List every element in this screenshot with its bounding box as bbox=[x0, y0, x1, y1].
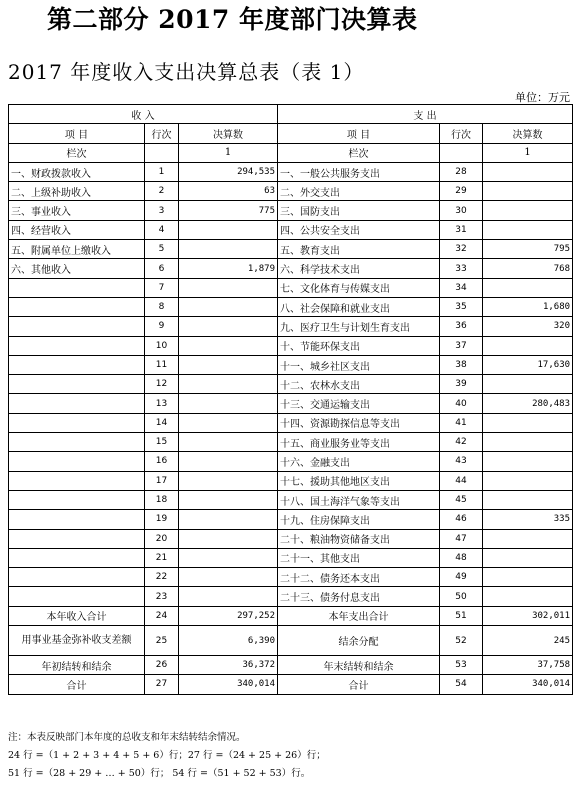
expense-item: 二、外交支出 bbox=[278, 182, 440, 201]
income-line: 17 bbox=[145, 471, 179, 490]
expense-amount bbox=[483, 490, 573, 509]
expense-item: 十七、援助其他地区支出 bbox=[278, 471, 440, 490]
expense-amount: 768 bbox=[483, 259, 573, 278]
table-row bbox=[9, 278, 573, 297]
table-row bbox=[9, 433, 573, 452]
income-line: 8 bbox=[145, 297, 179, 316]
expense-line: 31 bbox=[440, 220, 483, 239]
income-amount bbox=[179, 510, 278, 529]
income-line: 20 bbox=[145, 529, 179, 548]
income-item bbox=[9, 336, 145, 355]
expense-amount bbox=[483, 201, 573, 220]
expense-total-amount: 340,014 bbox=[483, 675, 573, 694]
income-item bbox=[9, 413, 145, 432]
expense-item: 二十、粮油物资储备支出 bbox=[278, 529, 440, 548]
income-item bbox=[9, 317, 145, 336]
expense-item: 十二、农林水支出 bbox=[278, 375, 440, 394]
income-line: 11 bbox=[145, 355, 179, 374]
income-amount: 775 bbox=[179, 201, 278, 220]
expense-item: 二十二、债务还本支出 bbox=[278, 568, 440, 587]
table-row bbox=[9, 568, 573, 587]
expense-total-line: 53 bbox=[440, 656, 483, 675]
group-header-row bbox=[9, 105, 573, 124]
income-amount bbox=[179, 317, 278, 336]
expense-total-item: 合计 bbox=[278, 675, 440, 694]
income-total-item: 本年收入合计 bbox=[9, 606, 145, 625]
expense-col-blank bbox=[440, 143, 483, 162]
expense-amount bbox=[483, 375, 573, 394]
expense-col-label: 栏次 bbox=[278, 143, 440, 162]
table-row bbox=[9, 317, 573, 336]
expense-item: 九、医疗卫生与计划生育支出 bbox=[278, 317, 440, 336]
table-row bbox=[9, 355, 573, 374]
income-col-label: 栏次 bbox=[9, 143, 145, 162]
expense-item: 二十一、其他支出 bbox=[278, 548, 440, 567]
expense-amount: 320 bbox=[483, 317, 573, 336]
income-line: 23 bbox=[145, 587, 179, 606]
income-line: 3 bbox=[145, 201, 179, 220]
table-row bbox=[9, 510, 573, 529]
income-line: 18 bbox=[145, 490, 179, 509]
income-line-header: 行次 bbox=[145, 124, 179, 143]
expense-line: 40 bbox=[440, 394, 483, 413]
expense-line: 44 bbox=[440, 471, 483, 490]
table-row bbox=[9, 529, 573, 548]
table-row bbox=[9, 413, 573, 432]
income-line: 22 bbox=[145, 568, 179, 587]
expense-item: 八、社会保障和就业支出 bbox=[278, 297, 440, 316]
expense-item: 十、节能环保支出 bbox=[278, 336, 440, 355]
income-amount bbox=[179, 548, 278, 567]
expense-item: 二十三、债务付息支出 bbox=[278, 587, 440, 606]
expense-item: 一、一般公共服务支出 bbox=[278, 162, 440, 181]
expense-line: 41 bbox=[440, 413, 483, 432]
expense-amount bbox=[483, 587, 573, 606]
expense-item: 三、国防支出 bbox=[278, 201, 440, 220]
income-amount bbox=[179, 433, 278, 452]
expense-line: 37 bbox=[440, 336, 483, 355]
expense-amount bbox=[483, 548, 573, 567]
expense-line: 42 bbox=[440, 433, 483, 452]
expense-line: 39 bbox=[440, 375, 483, 394]
income-line: 2 bbox=[145, 182, 179, 201]
expense-line: 49 bbox=[440, 568, 483, 587]
expense-line: 33 bbox=[440, 259, 483, 278]
expense-total-item: 本年支出合计 bbox=[278, 606, 440, 625]
expense-line-header: 行次 bbox=[440, 124, 483, 143]
expense-amount: 795 bbox=[483, 240, 573, 259]
income-line: 16 bbox=[145, 452, 179, 471]
income-amount: 1,879 bbox=[179, 259, 278, 278]
expense-amount bbox=[483, 433, 573, 452]
income-item: 三、事业收入 bbox=[9, 201, 145, 220]
income-amount bbox=[179, 490, 278, 509]
income-line: 21 bbox=[145, 548, 179, 567]
expense-total-item: 年末结转和结余 bbox=[278, 656, 440, 675]
table-row bbox=[9, 240, 573, 259]
income-line: 9 bbox=[145, 317, 179, 336]
income-amount bbox=[179, 568, 278, 587]
expense-amount bbox=[483, 568, 573, 587]
income-total-item: 用事业基金弥补收支差额 bbox=[9, 626, 145, 656]
total-row bbox=[9, 626, 573, 656]
income-amount bbox=[179, 394, 278, 413]
expense-line: 47 bbox=[440, 529, 483, 548]
income-line: 14 bbox=[145, 413, 179, 432]
income-expense-table bbox=[8, 104, 573, 695]
income-amount bbox=[179, 278, 278, 297]
expense-amount: 280,483 bbox=[483, 394, 573, 413]
income-line: 12 bbox=[145, 375, 179, 394]
expense-line: 48 bbox=[440, 548, 483, 567]
income-col-blank bbox=[145, 143, 179, 162]
expense-item: 十一、城乡社区支出 bbox=[278, 355, 440, 374]
income-line: 15 bbox=[145, 433, 179, 452]
total-row bbox=[9, 606, 573, 625]
expense-line: 45 bbox=[440, 490, 483, 509]
income-total-amount: 6,390 bbox=[179, 626, 278, 656]
income-line: 7 bbox=[145, 278, 179, 297]
total-row bbox=[9, 675, 573, 694]
table-row bbox=[9, 394, 573, 413]
income-line: 5 bbox=[145, 240, 179, 259]
income-item: 二、上级补助收入 bbox=[9, 182, 145, 201]
note-line-2: 24 行 =（1 + 2 + 3 + 4 + 5 + 6）行；27 行 =（24 + 25 + 26）行； bbox=[8, 750, 326, 761]
expense-amount bbox=[483, 278, 573, 297]
expense-total-line: 54 bbox=[440, 675, 483, 694]
expense-amount bbox=[483, 220, 573, 239]
income-amount bbox=[179, 336, 278, 355]
income-item bbox=[9, 375, 145, 394]
expense-total-amount: 245 bbox=[483, 626, 573, 656]
income-item bbox=[9, 490, 145, 509]
table-row bbox=[9, 490, 573, 509]
income-amount bbox=[179, 375, 278, 394]
income-total-line: 25 bbox=[145, 626, 179, 656]
income-item bbox=[9, 433, 145, 452]
expense-item: 五、教育支出 bbox=[278, 240, 440, 259]
income-amount bbox=[179, 471, 278, 490]
income-amount bbox=[179, 452, 278, 471]
income-total-line: 26 bbox=[145, 656, 179, 675]
expense-line: 50 bbox=[440, 587, 483, 606]
expense-total-line: 52 bbox=[440, 626, 483, 656]
table-row bbox=[9, 297, 573, 316]
note-line-3: 51 行 =（28 + 29 + … + 50）行； 54 行 =（51 + 52 + 53）行。 bbox=[8, 768, 311, 779]
income-group-header: 收 入 bbox=[9, 105, 278, 124]
expense-line: 34 bbox=[440, 278, 483, 297]
expense-amount bbox=[483, 413, 573, 432]
income-line: 13 bbox=[145, 394, 179, 413]
note-line-1: 注：本表反映部门本年度的总收支和年末结转结余情况。 bbox=[8, 732, 246, 743]
part-title: 第二部分 2017 年度部门决算表 bbox=[47, 5, 418, 34]
income-item: 六、其他收入 bbox=[9, 259, 145, 278]
income-line: 6 bbox=[145, 259, 179, 278]
income-item bbox=[9, 510, 145, 529]
expense-line: 35 bbox=[440, 297, 483, 316]
expense-amount bbox=[483, 471, 573, 490]
column-header-row bbox=[9, 124, 573, 143]
income-item bbox=[9, 297, 145, 316]
expense-line: 46 bbox=[440, 510, 483, 529]
expense-item: 七、文化体育与传媒支出 bbox=[278, 278, 440, 297]
income-item bbox=[9, 278, 145, 297]
expense-item: 十三、交通运输支出 bbox=[278, 394, 440, 413]
expense-total-line: 51 bbox=[440, 606, 483, 625]
income-total-item: 合计 bbox=[9, 675, 145, 694]
income-line: 4 bbox=[145, 220, 179, 239]
expense-total-amount: 37,758 bbox=[483, 656, 573, 675]
col-label-row bbox=[9, 143, 573, 162]
expense-line: 29 bbox=[440, 182, 483, 201]
income-item bbox=[9, 355, 145, 374]
table-row bbox=[9, 471, 573, 490]
table-row bbox=[9, 259, 573, 278]
income-col-num: 1 bbox=[179, 143, 278, 162]
income-item bbox=[9, 452, 145, 471]
expense-group-header: 支 出 bbox=[278, 105, 573, 124]
expense-amount bbox=[483, 452, 573, 471]
income-amount bbox=[179, 355, 278, 374]
income-item-header: 项 目 bbox=[9, 124, 145, 143]
expense-line: 38 bbox=[440, 355, 483, 374]
income-total-amount: 36,372 bbox=[179, 656, 278, 675]
expense-item-header: 项 目 bbox=[278, 124, 440, 143]
income-amount bbox=[179, 413, 278, 432]
expense-amount: 17,630 bbox=[483, 355, 573, 374]
income-item: 五、附属单位上缴收入 bbox=[9, 240, 145, 259]
expense-amount: 335 bbox=[483, 510, 573, 529]
income-amount bbox=[179, 587, 278, 606]
income-item: 一、财政拨款收入 bbox=[9, 162, 145, 181]
table-row bbox=[9, 162, 573, 181]
expense-line: 36 bbox=[440, 317, 483, 336]
total-row bbox=[9, 656, 573, 675]
table-row bbox=[9, 375, 573, 394]
expense-line: 32 bbox=[440, 240, 483, 259]
income-amount bbox=[179, 297, 278, 316]
expense-line: 30 bbox=[440, 201, 483, 220]
expense-total-item: 结余分配 bbox=[278, 626, 440, 656]
notes bbox=[8, 729, 326, 783]
income-total-line: 24 bbox=[145, 606, 179, 625]
income-item bbox=[9, 471, 145, 490]
table-row bbox=[9, 548, 573, 567]
expense-item: 十六、金融支出 bbox=[278, 452, 440, 471]
income-item bbox=[9, 394, 145, 413]
expense-item: 四、公共安全支出 bbox=[278, 220, 440, 239]
table-row bbox=[9, 220, 573, 239]
expense-item: 十四、资源勘探信息等支出 bbox=[278, 413, 440, 432]
income-amount-header: 决算数 bbox=[179, 124, 278, 143]
expense-total-amount: 302,011 bbox=[483, 606, 573, 625]
income-amount bbox=[179, 240, 278, 259]
income-item bbox=[9, 529, 145, 548]
expense-item: 六、科学技术支出 bbox=[278, 259, 440, 278]
table-row bbox=[9, 201, 573, 220]
table-row bbox=[9, 336, 573, 355]
income-line: 1 bbox=[145, 162, 179, 181]
expense-amount-header: 决算数 bbox=[483, 124, 573, 143]
income-line: 10 bbox=[145, 336, 179, 355]
table-row bbox=[9, 587, 573, 606]
expense-amount bbox=[483, 182, 573, 201]
expense-item: 十九、住房保障支出 bbox=[278, 510, 440, 529]
expense-amount: 1,680 bbox=[483, 297, 573, 316]
table-row bbox=[9, 182, 573, 201]
income-total-amount: 297,252 bbox=[179, 606, 278, 625]
income-item bbox=[9, 568, 145, 587]
expense-amount bbox=[483, 336, 573, 355]
income-amount bbox=[179, 220, 278, 239]
income-item bbox=[9, 548, 145, 567]
income-item: 四、经营收入 bbox=[9, 220, 145, 239]
income-total-item: 年初结转和结余 bbox=[9, 656, 145, 675]
income-total-line: 27 bbox=[145, 675, 179, 694]
income-total-amount: 340,014 bbox=[179, 675, 278, 694]
income-line: 19 bbox=[145, 510, 179, 529]
income-item bbox=[9, 587, 145, 606]
table-row bbox=[9, 452, 573, 471]
expense-amount bbox=[483, 529, 573, 548]
income-amount bbox=[179, 529, 278, 548]
unit-label: 单位：万元 bbox=[515, 91, 570, 104]
expense-line: 28 bbox=[440, 162, 483, 181]
expense-amount bbox=[483, 162, 573, 181]
table-title: 2017 年度收入支出决算总表（表 1） bbox=[8, 60, 365, 84]
expense-item: 十五、商业服务业等支出 bbox=[278, 433, 440, 452]
expense-line: 43 bbox=[440, 452, 483, 471]
income-amount: 294,535 bbox=[179, 162, 278, 181]
expense-col-num: 1 bbox=[483, 143, 573, 162]
income-amount: 63 bbox=[179, 182, 278, 201]
expense-item: 十八、国土海洋气象等支出 bbox=[278, 490, 440, 509]
